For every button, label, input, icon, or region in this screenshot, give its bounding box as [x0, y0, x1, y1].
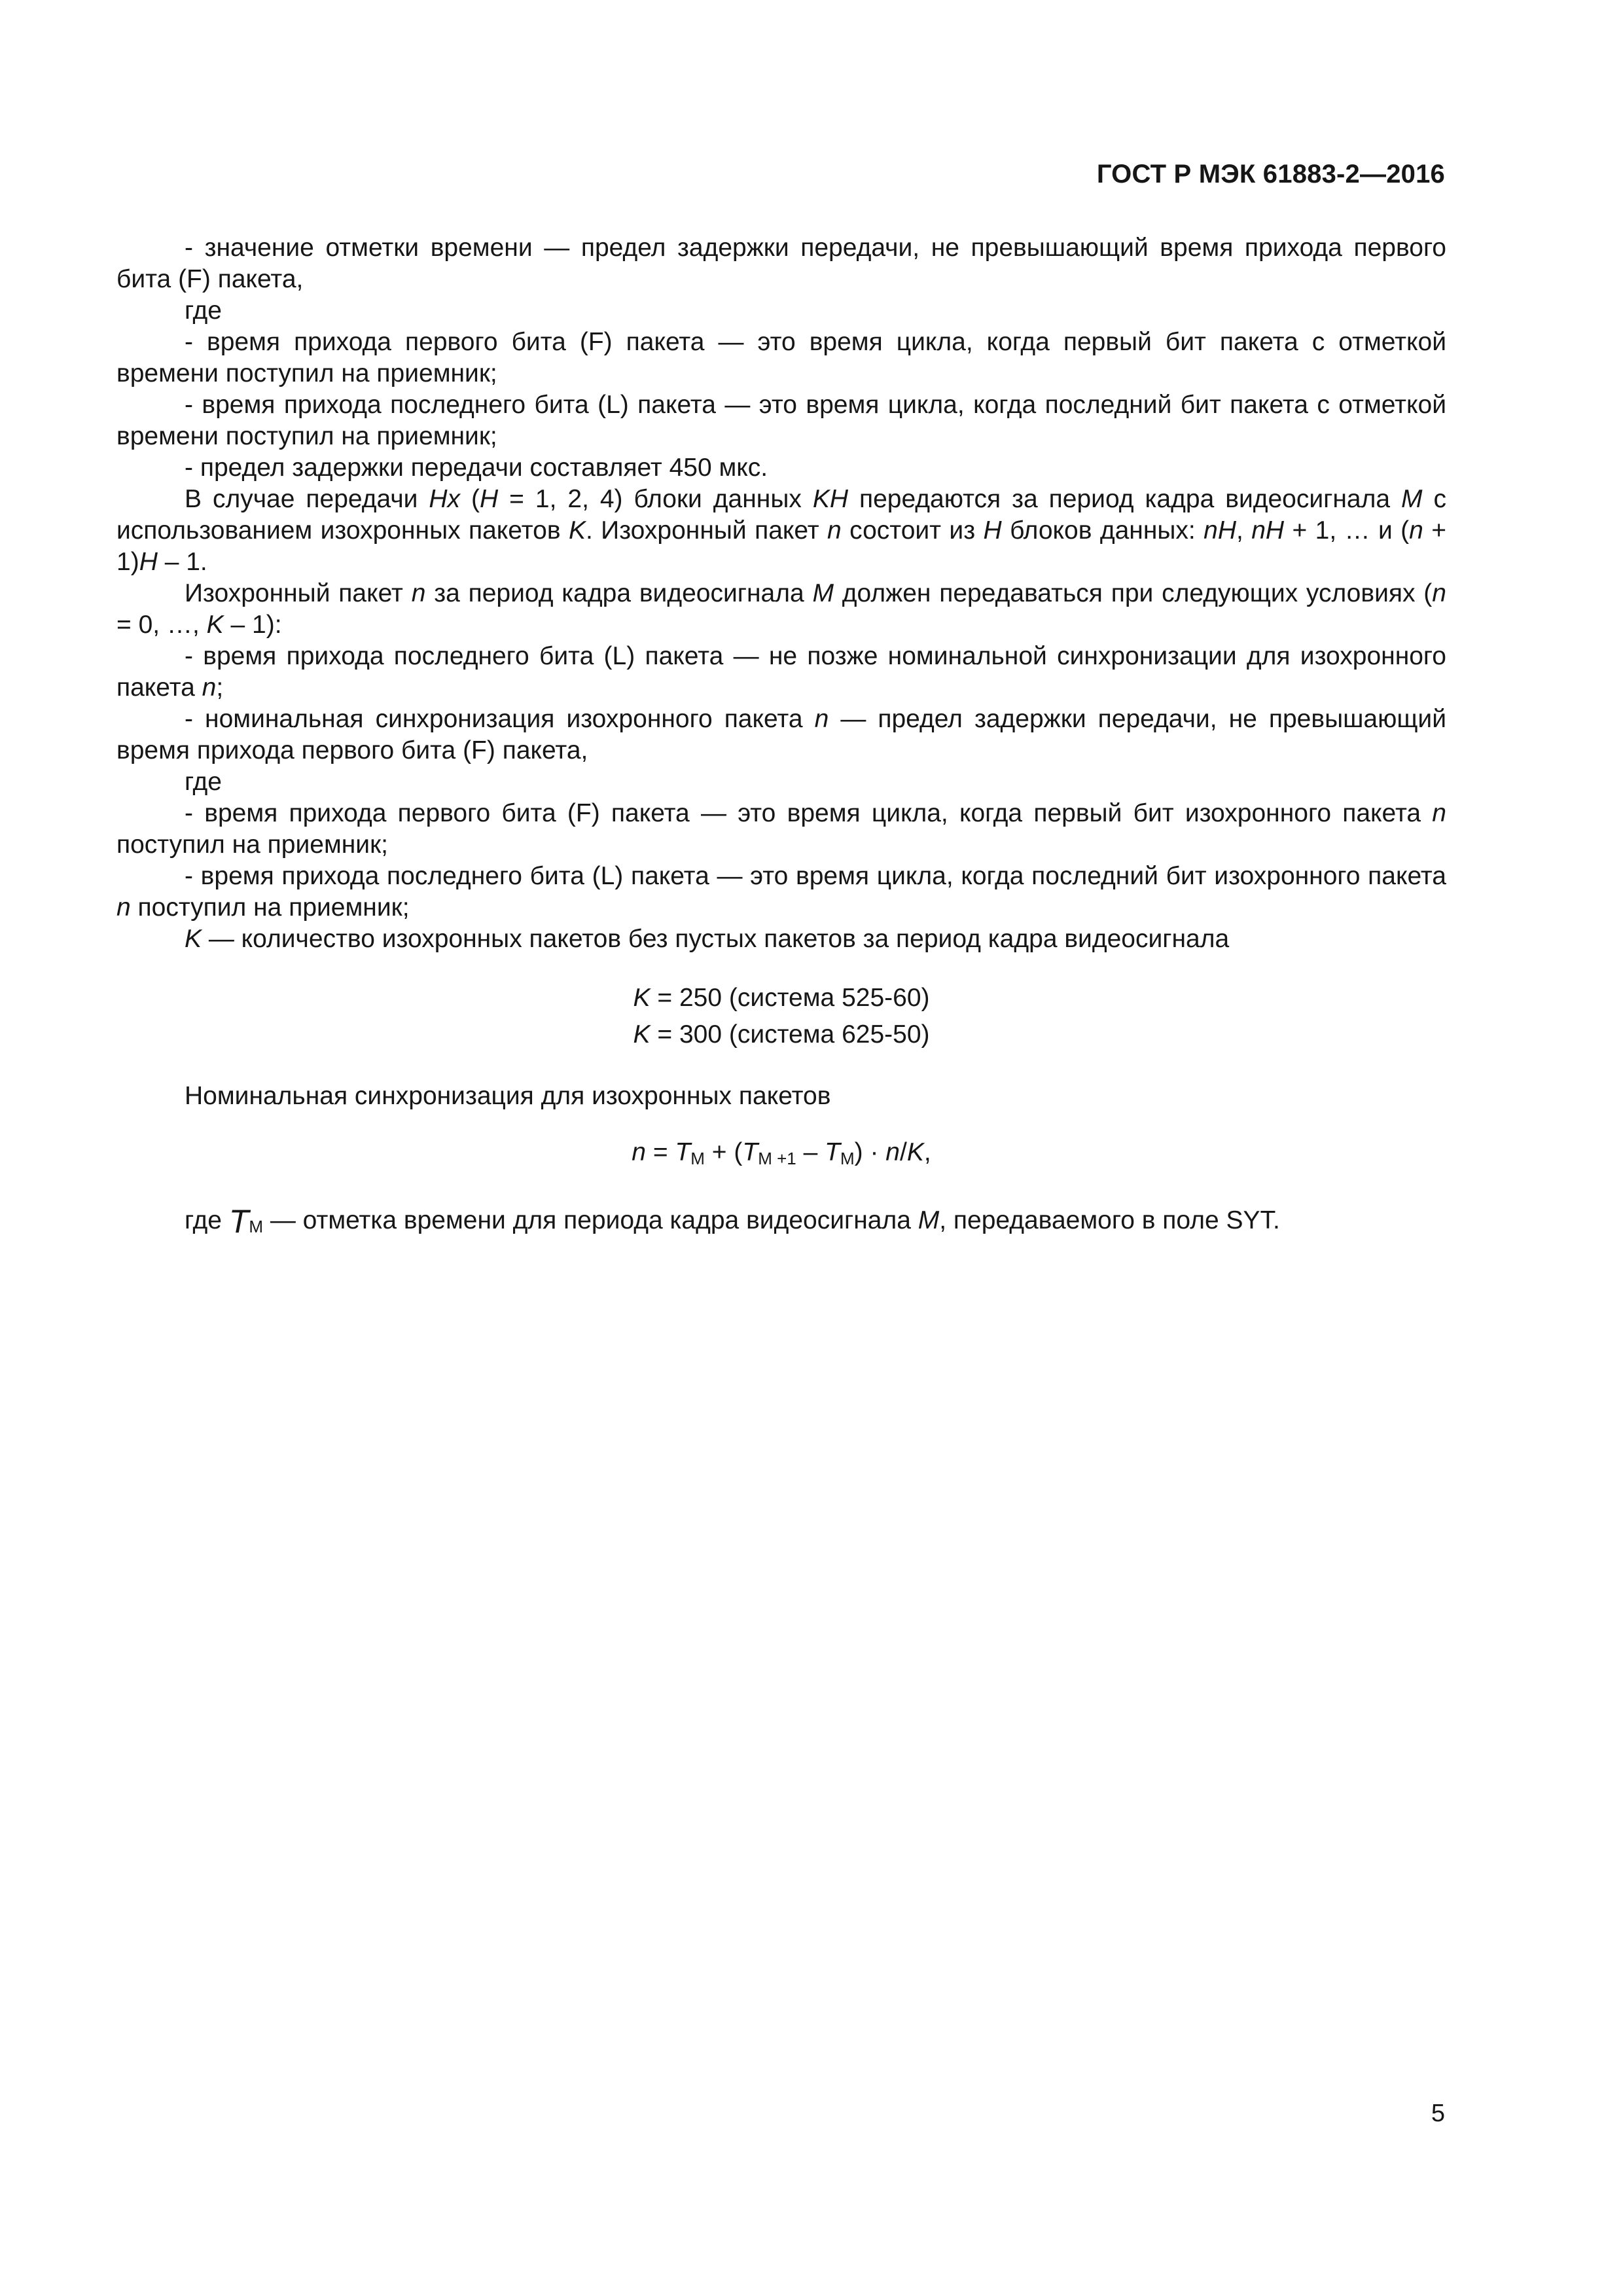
paragraph-timestamp-value: - значение отметки времени — предел задержки передачи, не превышающий время прихода первого бита (F) пакета, — [116, 234, 1446, 293]
document-body — [116, 232, 1446, 1240]
paragraph-first-bit-isochronous: - время прихода первого бита (F) пакета — это время цикла, когда первый бит изохронного пакета n поступил на приемник; — [116, 799, 1446, 859]
paragraph-last-bit-isochronous: - время прихода последнего бита (L) пакета — это время цикла, когда последний бит изохронного пакета n поступил на приемник; — [116, 862, 1446, 922]
formula-k-625: K = 300 (система 625-50) — [633, 1020, 930, 1049]
paragraph-delay-limit: - предел задержки передачи составляет 450 мкс. — [185, 454, 768, 482]
paragraph-where-tm: где $T_M$ — отметка времени для периода кадра видеосигнала M, передаваемого в поле SYT. — [185, 1203, 1280, 1240]
paragraph-last-bit-condition: - время прихода последнего бита (L) пакета — не позже номинальной синхронизации для изохронного пакета n; — [116, 642, 1446, 702]
formula-k-525: K = 250 (система 525-60) — [633, 984, 930, 1012]
paragraph-where-2: где — [185, 768, 222, 796]
paragraph-first-bit-arrival: - время прихода первого бита (F) пакета — это время цикла, когда первый бит пакета с отметкой времени поступил на приемник; — [116, 328, 1446, 387]
document-header: ГОСТ Р МЭК 61883-2—2016 — [1096, 160, 1445, 188]
paragraph-nominal-sync-condition: - номинальная синхронизация изохронного пакета n — предел задержки передачи, не превышающий время прихода первого бита (F) пакета, — [116, 705, 1446, 764]
paragraph-isochronous-conditions: Изохронный пакет n за период кадра видеосигнала M должен передаваться при следующих условиях (n = 0, …, K – 1): — [116, 579, 1446, 639]
paragraph-k-definition: K — количество изохронных пакетов без пустых пакетов за период кадра видеосигнала — [185, 925, 1230, 953]
page-number: 5 — [1431, 2100, 1445, 2127]
paragraph-hx-transmission: В случае передачи Hx (H = 1, 2, 4) блоки данных KH передаются за период кадра видеосигнала M с использованием изохронных пакетов K. Изохронный пакет n состоит из H блоков данных: nH, nH + 1, … и (n + 1)H – 1. — [116, 485, 1446, 576]
formula-nominal-sync: $n = T_M + (T_{M +1} - T_M) \cdot n/K$, — [632, 1138, 931, 1168]
paragraph-last-bit-arrival: - время прихода последнего бита (L) пакета — это время цикла, когда последний бит пакета с отметкой времени поступил на приемник; — [116, 391, 1446, 450]
paragraph-where: где — [185, 296, 222, 325]
nominal-sync-label: Номинальная синхронизация для изохронных пакетов — [185, 1082, 831, 1110]
formula-k-values — [116, 980, 1446, 1053]
